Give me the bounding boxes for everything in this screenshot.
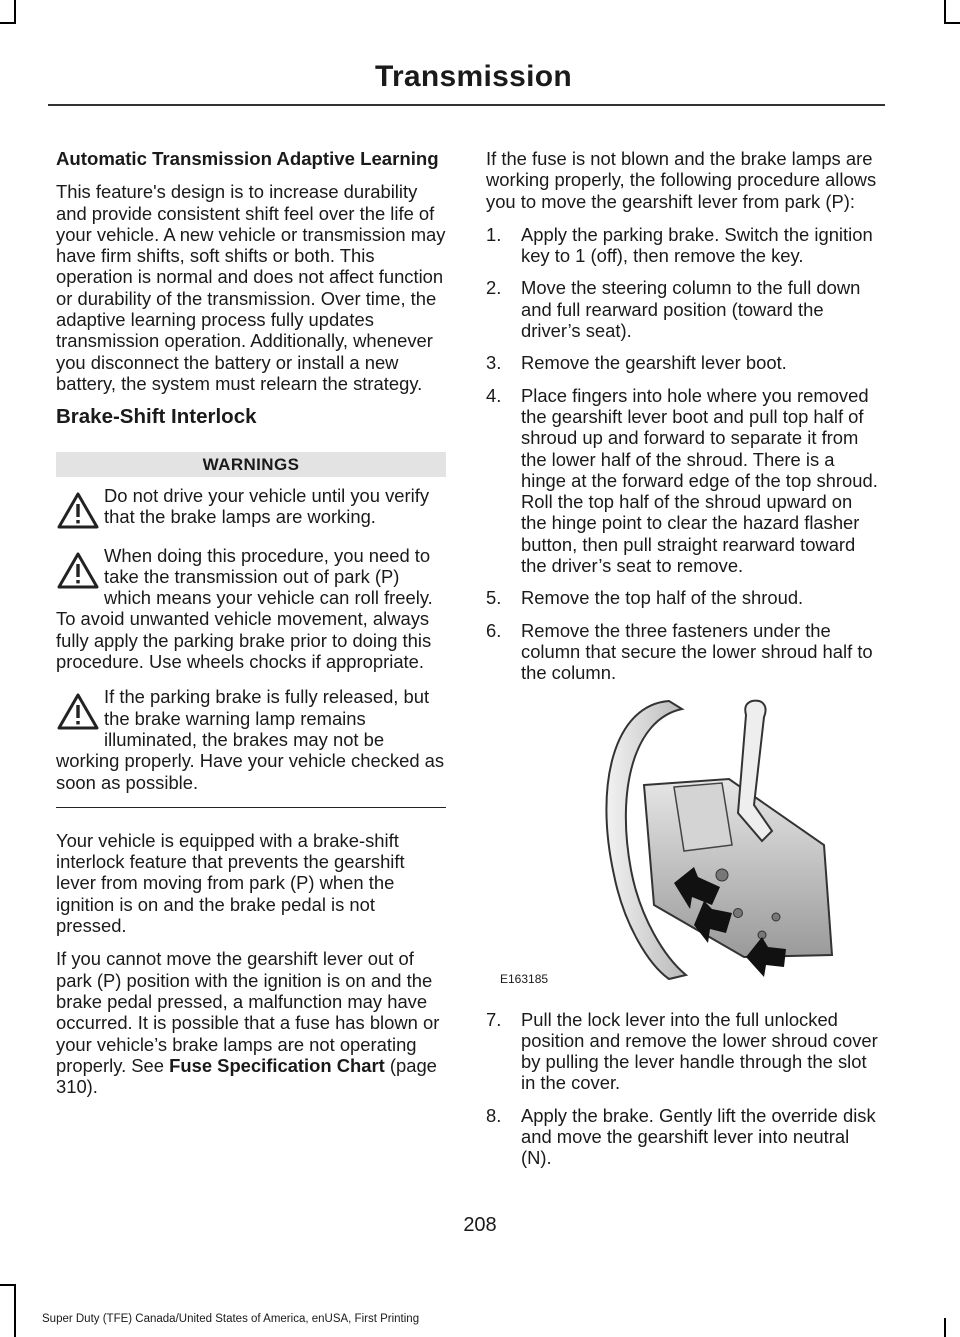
step-text: Pull the lock lever into the full unlocked position and remove the lower shroud cover by pulling the lever handle through the slot in the cover. <box>521 1008 878 1094</box>
step-text: Remove the top half of the shroud. <box>521 587 804 609</box>
page-reference: (page 310). <box>56 1054 437 1098</box>
step-text: Move the steering column to the full down and full rearward position (toward the driver’s seat). <box>521 277 861 342</box>
warning-item <box>56 485 446 531</box>
step-item <box>486 587 881 608</box>
step-item <box>486 352 881 373</box>
crop-mark <box>944 22 960 24</box>
left-column <box>56 148 446 1109</box>
right-column <box>486 148 881 1180</box>
warning-text: When doing this procedure, you need to take the transmission out of park (P) which means your vehicle can roll freely. To avoid unwanted vehicle movement, always fully apply the parking brake prior to doing this procedure. Use wheels chocks if appropriate. <box>56 544 433 673</box>
warning-text: Do not drive your vehicle until you verify that the brake lamps are working. <box>104 484 430 527</box>
crop-mark <box>0 22 16 24</box>
adaptive-learning-text: This feature's design is to increase durability and provide consistent shift feel over the life of your vehicle. A new vehicle or transmission may have firm shifts, soft shifts or both. This operation is normal and does not affect function or durability of the transmission. Over time, the adaptive learning process fully updates transmission operation. Additionally, whenever you disconnect the battery or install a new battery, the system must relearn the strategy. <box>56 181 446 394</box>
warning-item <box>56 545 446 673</box>
step-item <box>486 1105 881 1169</box>
page-number: 208 <box>463 1214 497 1236</box>
step-number: 5. <box>486 587 502 609</box>
crop-mark <box>14 1284 16 1337</box>
step-number: 1. <box>486 223 502 245</box>
crop-mark <box>944 0 946 22</box>
warning-triangle-icon <box>56 692 100 732</box>
step-number: 7. <box>486 1008 502 1030</box>
procedure-steps-continued <box>486 1009 881 1169</box>
warning-item <box>56 686 446 792</box>
step-item <box>486 224 881 267</box>
step-item <box>486 385 881 577</box>
warning-triangle-icon <box>56 491 100 531</box>
warning-text: If the parking brake is fully released, but the brake warning lamp remains illuminated, the brakes may not be working properly. Have your vehicle checked as soon as possible. <box>56 686 445 793</box>
warnings-heading: WARNINGS <box>56 452 446 477</box>
crop-mark <box>14 0 16 22</box>
warnings-end-rule <box>56 807 446 808</box>
malfunction-text-body: If you cannot move the gearshift lever out of park (P) position with the ignition is on and the brake pedal pressed, a malfunction may have occurred. It is possible that a fuse has blown or your vehicle’s brake lamps are not operating properly. See <box>56 948 440 1076</box>
brake-shift-interlock-heading: Brake-Shift Interlock <box>56 405 257 429</box>
step-number: 4. <box>486 384 502 406</box>
step-number: 2. <box>486 277 502 299</box>
step-text: Remove the gearshift lever boot. <box>521 352 787 374</box>
step-item <box>486 620 881 684</box>
step-text: Apply the parking brake. Switch the ignition key to 1 (off), then remove the key. <box>521 223 873 267</box>
fuse-chart-link[interactable]: Fuse Specification Chart <box>169 1054 385 1076</box>
page-title: Transmission <box>374 60 572 93</box>
figure-id: E163185 <box>500 972 549 987</box>
footer-text: Super Duty (TFE) Canada/United States of America, enUSA, First Printing <box>42 1313 420 1325</box>
steering-column-illustration <box>494 695 834 995</box>
crop-mark <box>944 1318 946 1337</box>
warning-triangle-icon <box>56 551 100 591</box>
header-divider <box>48 104 885 106</box>
adaptive-learning-heading: Automatic Transmission Adaptive Learning <box>56 148 439 169</box>
step-text: Place fingers into hole where you removed the gearshift lever boot and pull top half of shroud up and forward to separate it from the lower half of the shroud. There is a hinge at the forward edge of the top shroud. Roll the top half of the shroud upward on the hinge point to clear the hazard flasher button, then pull straight rearward toward the driver’s seat to remove. <box>521 384 878 577</box>
step-item <box>486 1009 881 1094</box>
interlock-text: Your vehicle is equipped with a brake-shift interlock feature that prevents the gearshift lever from moving from park (P) when the ignition is on and the brake pedal is not pressed. <box>56 829 405 937</box>
procedure-intro: If the fuse is not blown and the brake lamps are working properly, the following procedure allows you to move the gearshift lever from park (P): <box>486 148 877 212</box>
step-text: Apply the brake. Gently lift the override disk and move the gearshift lever into neutral (N). <box>521 1104 876 1169</box>
step-text: Remove the three fasteners under the column that secure the lower shroud half to the column. <box>521 619 873 684</box>
procedure-steps <box>486 224 881 684</box>
crop-mark <box>0 1284 16 1286</box>
step-number: 8. <box>486 1104 502 1126</box>
step-item <box>486 277 881 341</box>
step-number: 6. <box>486 619 502 641</box>
malfunction-text <box>56 948 446 1097</box>
step-number: 3. <box>486 352 502 374</box>
steering-column-drawing <box>494 695 834 985</box>
